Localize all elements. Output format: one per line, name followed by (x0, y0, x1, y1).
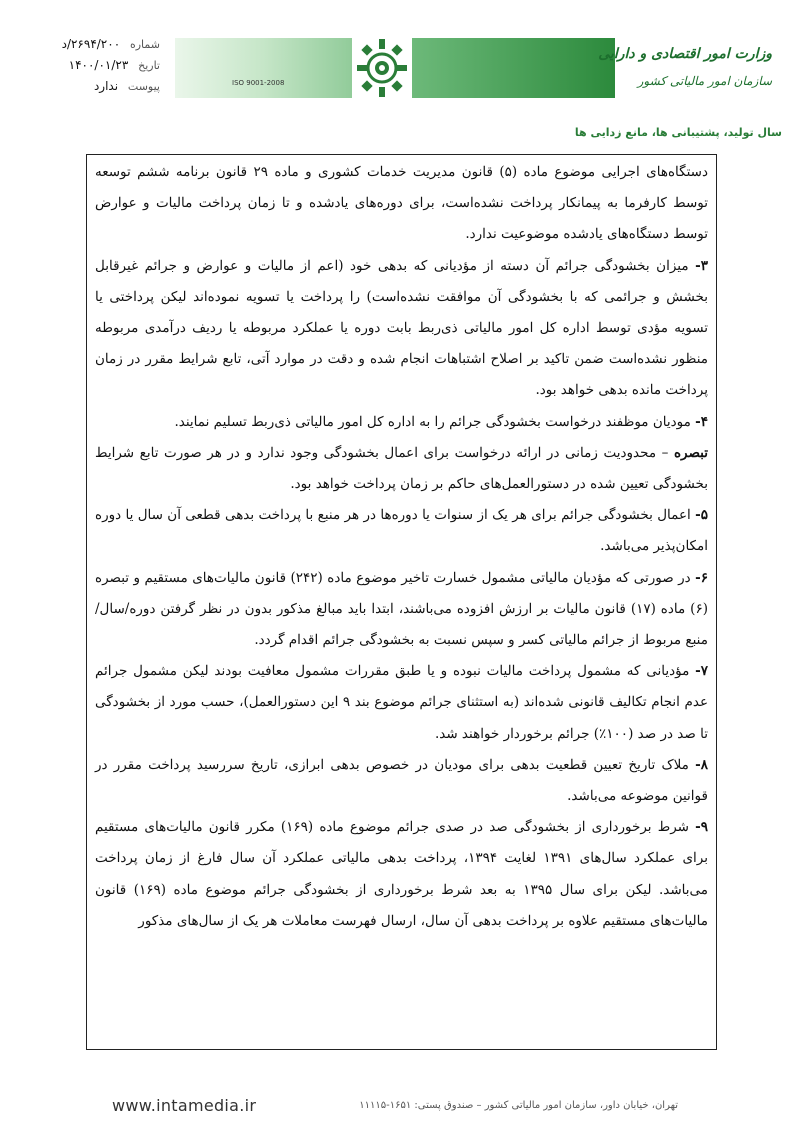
paragraph-item-6 (95, 563, 708, 657)
letter-metadata (20, 34, 160, 97)
letter-number-label: شماره (129, 38, 160, 51)
paragraph-item-4 (95, 407, 708, 438)
letterhead (0, 0, 794, 150)
tax-organization-emblem-icon (352, 36, 412, 100)
item-number: ۴- (695, 413, 708, 430)
item-number: ۶- (695, 569, 708, 586)
letter-number-row (20, 34, 160, 55)
paragraph-item-5 (95, 500, 708, 562)
paragraph-item-9 (95, 812, 708, 937)
ministry-name (592, 40, 772, 94)
page-footer (0, 1096, 794, 1126)
paragraph-item-8 (95, 750, 708, 812)
letter-date: ۱۴۰۰/۰۱/۲۳ (68, 58, 129, 72)
ministry-line-2: سازمان امور مالیاتی کشور (637, 74, 772, 88)
paragraph-continued (95, 157, 708, 251)
paragraph-text: ملاک تاریخ تعیین قطعیت بدهی برای مودیان در خصوص بدهی ابرازی، تاریخ سررسید پرداخت مقرر در قوانین موضوعه می‌باشد. (95, 756, 708, 805)
item-number: ۹- (695, 819, 708, 836)
website-url: www.intamedia.ir (112, 1096, 257, 1115)
letter-date-row (20, 55, 160, 76)
paragraph-text: شرط برخورداری از بخشودگی صد در صدی جرائم موضوع ماده (۱۶۹) مکرر قانون مالیات‌های مستقیم برای عملکرد سال‌های ۱۳۹۱ لغایت ۱۳۹۴، پرداخت بدهی مالیاتی عملکرد آن سال فارغ از زمان پرداخت می‌باشد. لیکن برای سال ۱۳۹۵ به بعد شرط برخورداری از بخشودگی جرائم موضوع ماده (۱۶۹) قانون مالیات‌های مستقیم علاوه بر پرداخت بدهی آن سال، ارسال فهرست معاملات هر یک از سال‌های مذکور (95, 819, 708, 929)
iso-certification: ISO 9001-2008 (232, 79, 285, 87)
paragraph-note (95, 438, 708, 500)
letter-attachment-label: پیوست (127, 80, 160, 93)
paragraph-item-7 (95, 656, 708, 750)
item-number: ۳- (695, 257, 708, 274)
document-body (86, 154, 717, 1050)
ministry-line-1: وزارت امور اقتصادی و دارایی (598, 46, 772, 62)
item-number: ۵- (695, 507, 708, 524)
paragraph-item-3 (95, 251, 708, 407)
note-label: تبصره (673, 444, 708, 461)
paragraph-text: دستگاه‌های اجرایی موضوع ماده (۵) قانون مدیریت خدمات کشوری و ماده ۲۹ قانون برنامه ششم توسعه توسط کارفرما به پیمانکار پرداخت نشده‌است، برای دوره‌های یادشده و تا زمان پرداخت مالیات و عوارض توسط دستگاه‌های یادشده موضوعیت ندارد. (95, 164, 708, 243)
letter-date-label: تاریخ (138, 59, 160, 72)
paragraph-text: اعمال بخشودگی جرائم برای هر یک از سنوات یا دوره‌ها در هر منبع با پرداخت بدهی قطعی آن سال یا دوره امکان‌پذیر می‌باشد. (95, 507, 708, 555)
letter-attachment: ندارد (93, 79, 119, 93)
year-slogan: سال تولید، پشتیبانی ها، مانع زدایی ها (574, 126, 782, 139)
item-number: ۸- (695, 756, 708, 773)
paragraph-text: مؤدیانی که مشمول پرداخت مالیات نبوده و یا طبق مقررات مشمول معافیت بودند لیکن مشمول جرائم عدم انجام تکالیف قانونی شده‌اند (به استثنای جرائم موضوع بند ۹ این دستورالعمل)، حسب مورد از بخشودگی تا صد در صد (۱۰۰٪) جرائم برخوردار خواهند شد. (95, 663, 708, 742)
item-number: ۷- (695, 663, 708, 680)
letter-attachment-row (20, 76, 160, 97)
paragraph-text: مودیان موظفند درخواست بخشودگی جرائم را به اداره کل امور مالیاتی ذی‌ربط تسلیم نمایند. (174, 413, 696, 430)
letter-number: ۲۶۹۴/۲۰۰/د (61, 37, 121, 51)
paragraph-text: میزان بخشودگی جرائم آن دسته از مؤدیانی که بدهی خود (اعم از مالیات و عوارض و جرائم غیرقابل بخشش و جرائمی که با بخشودگی آن موافقت نشده‌است) را پرداخت یا تسویه نموده‌اند لیکن پرداختی یا تسویه مؤدی توسط اداره کل امور مالیاتی ذی‌ربط بابت دوره یا عملکرد مربوطه یا ردیف درآمدی مربوطه منظور نشده‌است ضمن تاکید بر اصلاح اشتباهات انجام شده و دقت در موارد آتی، تابع شرایط مقرر در زمان پرداخت مانده بدهی خواهد بود. (95, 257, 708, 399)
paragraph-text: در صورتی که مؤدیان مالیاتی مشمول خسارت تاخیر موضوع ماده (۲۴۲) قانون مالیات‌های مستقیم و تبصره (۶) ماده (۱۷) قانون مالیات بر ارزش افزوده می‌باشند، ابتدا باید مبالغ مذکور بدون در نظر گرفتن دوره/سال/منبع مربوط از جرائم مالیاتی کسر و سپس نسبت به بخشودگی جرائم اقدام گردد. (95, 569, 708, 649)
paragraph-text: – محدودیت زمانی در ارائه درخواست برای اعمال بخشودگی وجود ندارد و در هر صورت تابع شرایط بخشودگی تعیین شده در دستورالعمل‌های حاکم بر زمان پرداخت خواهد بود. (95, 444, 708, 493)
postal-address: تهران، خیابان داور، سازمان امور مالیاتی کشور – صندوق پستی: ۱۶۵۱-۱۱۱۱۵ (359, 1100, 678, 1111)
